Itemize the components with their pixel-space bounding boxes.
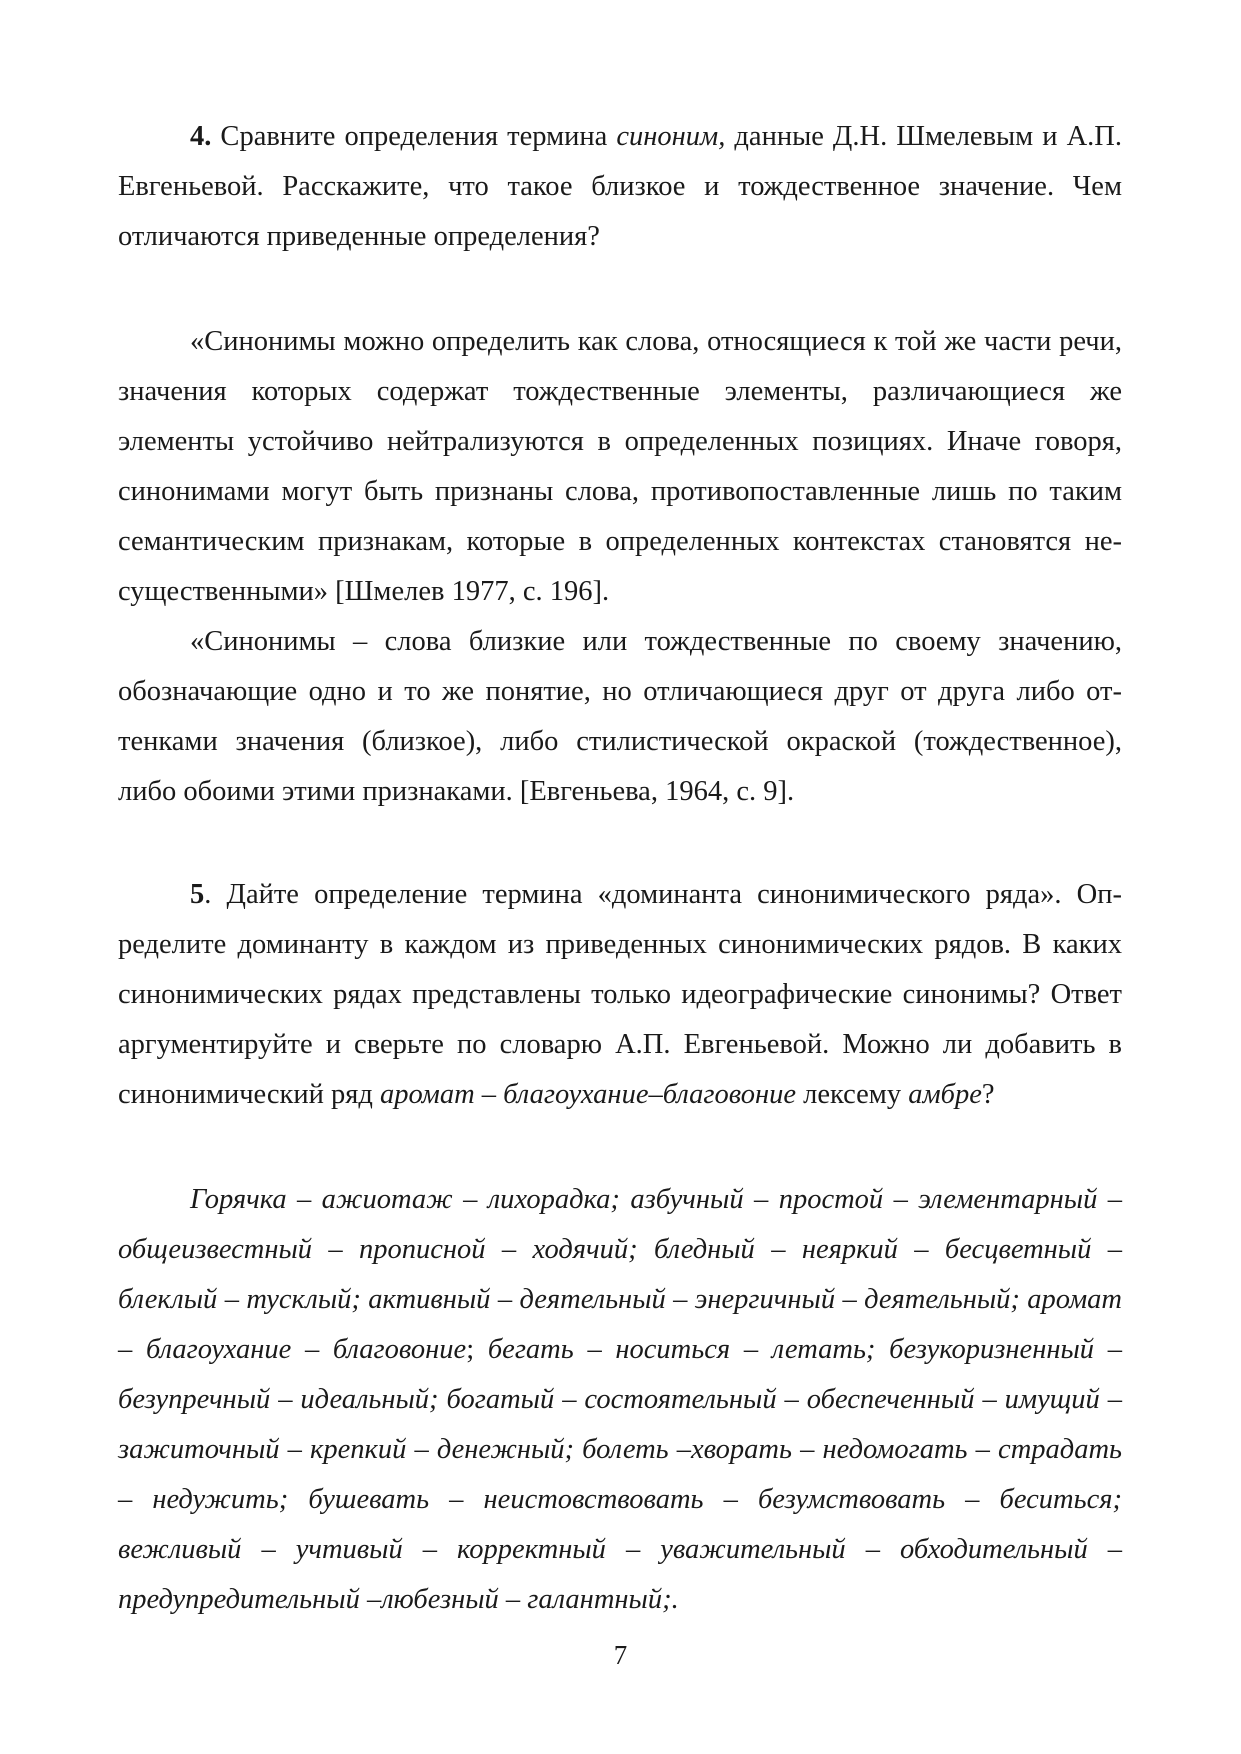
- examples-semicolon: ;: [466, 1334, 475, 1365]
- task-5-number: 5: [190, 879, 205, 910]
- task-4-term: синоним,: [616, 121, 726, 152]
- task-5-lexeme: амбре: [908, 1079, 982, 1110]
- task-5-text-main: . Дайте определение термина «доминанта синонимического ряда». Определите доминанту в каждом из приведенных синонимических рядов. В каких синонимических рядах представлены только идеографические синонимы? Ответ аргументируйте и сверьте по словарю А.П. Евгеньевой. Можно ли добавить в синонимический ряд: [118, 879, 1122, 1110]
- task-4-text-start: Сравните определения термина: [211, 121, 617, 152]
- quote-evgenieva: «Синонимы – слова близкие или тождественные по своему значению, обозначающие одно и то же понятие, но отличающиеся друг от друга либо оттенками значения (близкое), либо стилистической окраской (тождественное), либо обоими этими признаками. [Евгеньева, 1964, с. 9].: [118, 626, 1122, 807]
- task-4-text-end: данные Д.Н. Шмелевым и А.П. Евгеньевой. Расскажите, что такое близкое и тождественное значение. Чем отличаются приведенные определения?: [118, 121, 1122, 252]
- task-5-text-lexeme: лексему: [796, 1079, 909, 1110]
- task-4-paragraph: [118, 112, 1122, 262]
- task-4-number: 4.: [190, 121, 212, 152]
- task-5-series: аромат – благоухание–благовоние: [380, 1079, 797, 1110]
- task-5-text-end: ?: [981, 1079, 995, 1110]
- synonym-examples: [118, 1175, 1122, 1625]
- examples-part-1: Горячка – ажиотаж – лихорадка; азбучный – простой – элементарный – общеизвестный – прописной – ходячий; бледный – неяркий – бесцветный – блеклый – тусклый; активный – деятельный – энергичный – деятельный; аромат – благоухание – благовоние: [118, 1184, 1122, 1365]
- examples-part-2: бегать – носиться – летать; безукоризненный – безупречный – идеальный; богатый – состоятельный – обеспеченный – имущий – зажиточный – крепкий – денежный; болеть –хворать – недомогать – страдать – недужить; бушевать – неистовствовать – безумствовать – беситься; вежливый – учтивый – корректный – уважительный – обходительный – предупредительный –любезный – галантный;.: [118, 1334, 1122, 1615]
- task-5-paragraph: [118, 870, 1122, 1120]
- page-number: 7: [613, 1640, 628, 1670]
- quote-shmelev: «Синонимы можно определить как слова, относящиеся к той же части речи, значения которых содержат тождественные элементы, различающиеся же элементы устойчиво нейтрализуются в определенных позициях. Иначе говоря, синонимами могут быть признаны слова, противопоставленные лишь по таким семантическим признакам, которые в определенных контекстах становятся несущественными» [Шмелев 1977, с. 196].: [118, 326, 1122, 607]
